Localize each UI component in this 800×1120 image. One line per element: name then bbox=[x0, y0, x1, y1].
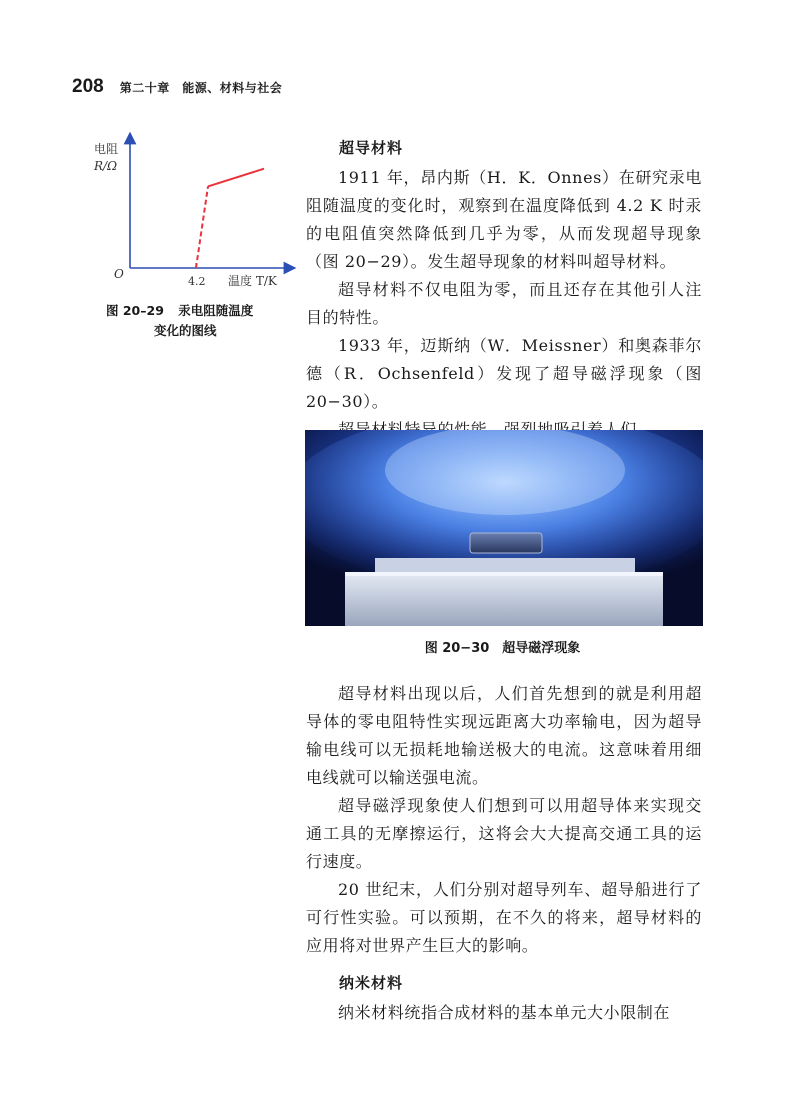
x-tick-label: 4.2 bbox=[188, 275, 206, 288]
paragraph: 1933 年，迈斯纳（W．Meissner）和奥森菲尔德（R．Ochsenfeld）发现了超导磁浮现象（图 20−30）。 bbox=[306, 336, 702, 411]
superconductor-base bbox=[345, 572, 663, 626]
figure-29-caption bbox=[106, 301, 306, 339]
figure-29-caption-line2: 变化的图线 bbox=[154, 323, 217, 338]
figure-30-caption: 图 20−30 超导磁浮现象 bbox=[424, 641, 581, 656]
figure-29-caption-line1: 汞电阻随温度 bbox=[178, 303, 254, 318]
paragraph: 超导材料不仅电阻为零，而且还存在其他引人注目的特性。 bbox=[306, 280, 702, 327]
paragraph: 纳米材料统指合成材料的基本单元大小限制在 bbox=[338, 1003, 671, 1022]
y-label-line1: 电阻 bbox=[94, 142, 119, 156]
levitation-photo bbox=[305, 430, 703, 626]
y-label-line2: R/Ω bbox=[94, 159, 118, 173]
levitation-illustration bbox=[305, 430, 703, 626]
resistance-chart-svg bbox=[92, 132, 302, 292]
origin-label: O bbox=[114, 267, 124, 281]
solid-resistance-segment bbox=[208, 169, 264, 187]
paragraph: 20 世纪末，人们分别对超导列车、超导船进行了可行性实验。可以预期，在不久的将来，超导材料的应用将对世界产生巨大的影响。 bbox=[306, 880, 702, 955]
section-applications bbox=[306, 680, 702, 960]
dashed-drop-segment bbox=[196, 186, 208, 268]
paragraph: 超导材料出现以后，人们首先想到的就是利用超导体的零电阻特性实现远距离大功率输电，因为超导输电线可以无损耗地输送极大的电流。这意味着用细电线就可以输送强电流。 bbox=[306, 684, 702, 787]
chapter-title: 第二十章 能源、材料与社会 bbox=[119, 81, 283, 95]
section-superconductors bbox=[306, 137, 702, 444]
page-header bbox=[72, 76, 282, 98]
paragraph: 超导磁浮现象使人们想到可以用超导体来实现交通工具的无摩擦运行，这将会大大提高交通工具的运行速度。 bbox=[306, 796, 702, 871]
section-title-nanomaterials: 纳米材料 bbox=[339, 974, 404, 992]
paragraph: 1911 年，昂内斯（H．K．Onnes）在研究汞电阻随温度的变化时，观察到在温度降低到 4.2 K 时汞的电阻值突然降低到几乎为零，从而发现超导现象（图 20−29）。发生超导现象的材料叫超导材料。 bbox=[306, 168, 702, 271]
figure-29-number: 图 20–29 bbox=[106, 303, 164, 318]
superconductor-disc bbox=[375, 558, 635, 574]
floating-magnet bbox=[470, 533, 542, 553]
resistance-chart bbox=[92, 132, 302, 292]
page-number: 208 bbox=[72, 76, 104, 97]
section-nanomaterials bbox=[306, 972, 702, 1027]
section-title-superconductors: 超导材料 bbox=[339, 139, 404, 157]
x-axis-label: 温度 T/K bbox=[228, 274, 277, 288]
